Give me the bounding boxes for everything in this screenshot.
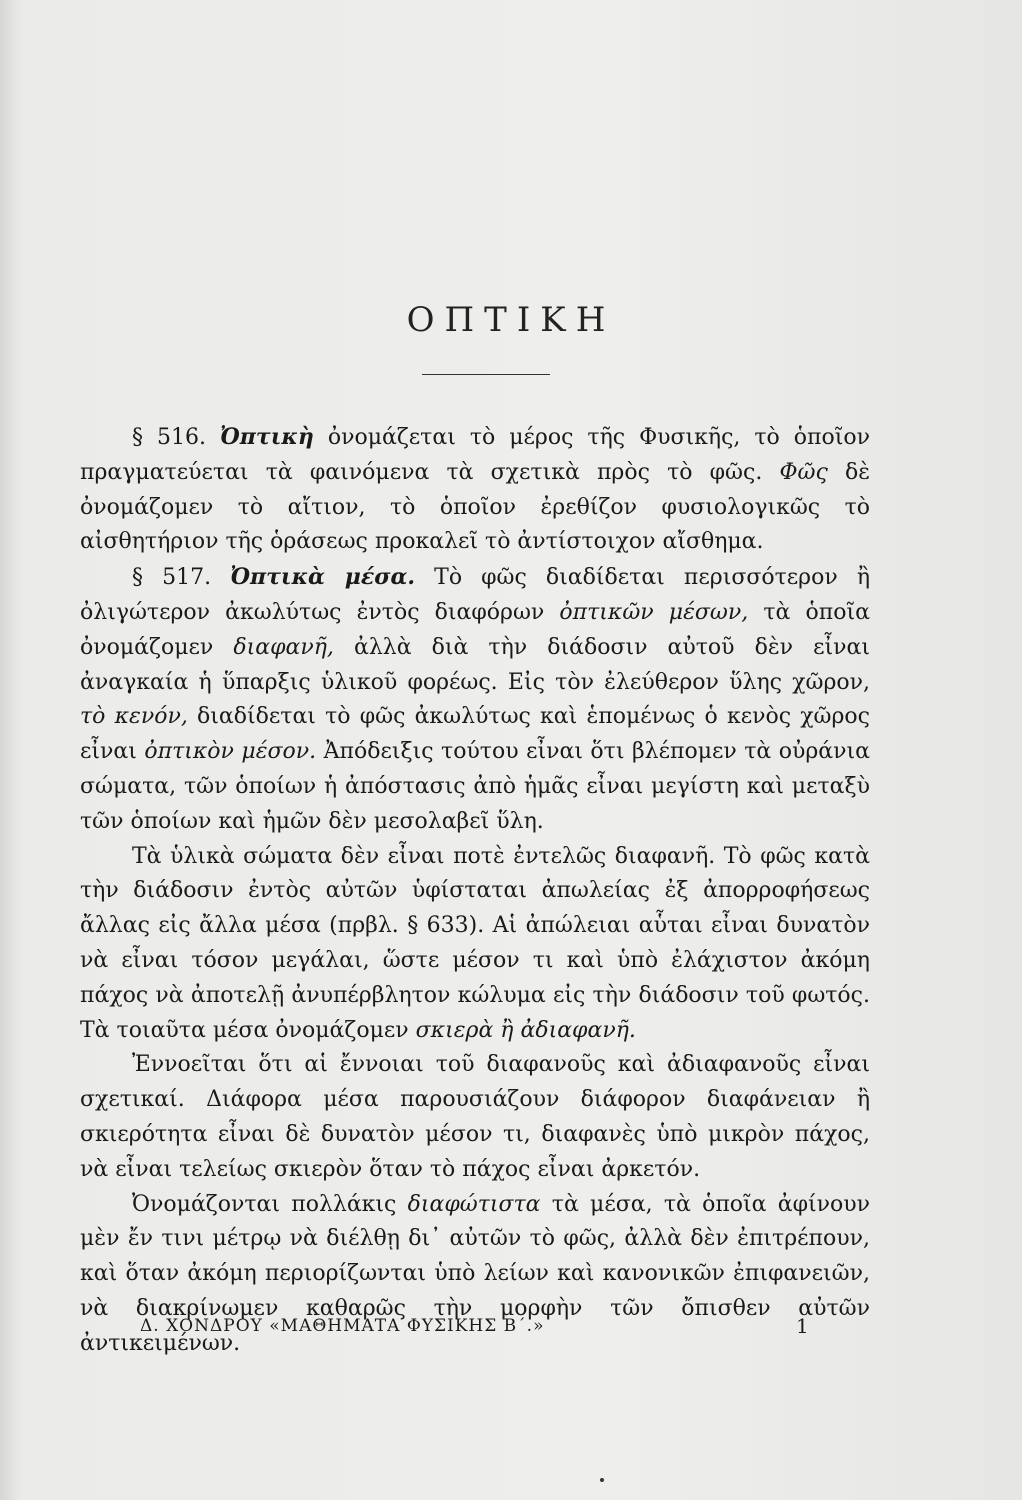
paragraph-relative-concepts: [80, 1048, 870, 1187]
term-italic: σκιερὰ ἢ ἀδιαφανῆ.: [415, 1017, 636, 1043]
paragraph-516: [80, 420, 870, 560]
text-run: Ἐννοεῖται ὅτι αἱ ἔννοιαι τοῦ διαφανοῦς καὶ ἀδιαφανοῦς εἶναι σχετικαί. Διάφορα μέσα παρουσιάζουν διάφορον διαφάνειαν ἢ σκιερότητα εἶναι δὲ δυνατὸν μέσον τι, διαφανὲς ὑπὸ μικρὸν πάχος, νὰ εἶναι τελείως σκιερὸν ὅταν τὸ πάχος εἶναι ἀρκετόν.: [80, 1052, 870, 1182]
section-number: § 516.: [132, 425, 206, 450]
term-italic: Φῶς: [779, 459, 828, 485]
term-italic: τὸ κενόν,: [80, 704, 188, 730]
text-run: Ἀπόδειξις τούτου εἶναι ὅτι βλέπομεν τὰ οὐράνια σώματα, τῶν ὁποίων ἡ ἀπόστασις ἀπὸ ἡμᾶς εἶναι μεγίστη καὶ μεταξὺ τῶν ὁποίων καὶ ἡμῶν δὲν μεσολαβεῖ ὕλη.: [80, 739, 871, 834]
paragraph-opaque-media: [80, 840, 870, 1049]
text-run: δὲ ὀνομάζομεν τὸ αἴτιον, τὸ ὁποῖον ἐρεθίζον φυσιολογικῶς τὸ αἰσθητήριον τῆς ὁράσεως προκαλεῖ τὸ ἀντίστοιχον αἴσθημα.: [80, 459, 871, 555]
text-run: ὀνομάζεται τὸ μέρος τῆς Φυσικῆς, τὸ ὁποῖον πραγματεύεται τὰ φαινόμενα τὰ σχετικὰ πρὸς τὸ φῶς.: [80, 425, 870, 485]
section-number: § 517.: [132, 565, 212, 591]
term-bold: Ὀπτικὴ: [219, 424, 314, 450]
text-run: τὰ ὁποῖα ὀνομάζομεν: [80, 599, 870, 660]
text-run: διαδίδεται τὸ φῶς ἀκωλύτως καὶ ἑπομένως ὁ κενὸς χῶρος εἶναι: [80, 704, 870, 765]
body-text: [80, 420, 870, 1362]
term-italic: διαφανῆ,: [233, 634, 334, 660]
term-bold: Ὀπτικὰ μέσα.: [230, 564, 416, 591]
page-number: 1: [796, 1314, 809, 1338]
text-run: τὰ μέσα, τὰ ὁποῖα ἀφίνουν μὲν ἔν τινι μέτρῳ νὰ διέλθῃ δι᾽ αὐτῶν τὸ φῶς, ἀλλὰ δὲν ἐπιτρέπουν, καὶ ὅταν ἀκόμη περιορίζωνται ὑπὸ λείων καὶ κανονικῶν ἐπιφανειῶν, νὰ διακρίνωμεν καθαρῶς τὴν μορφὴν τῶν ὄπισθεν αὐτῶν ἀντικειμένων.: [80, 1191, 870, 1356]
paragraph-517: [80, 560, 870, 839]
term-italic: ὀπτικῶν μέσων,: [559, 599, 749, 625]
text-run: Ὀνομάζονται πολλάκις: [132, 1191, 397, 1217]
footer-signature: Δ. ΧΟΝΔΡΟΥ «ΜΑΘΗΜΑΤΑ ΦΥΣΙΚΗΣ Β΄.»: [140, 1316, 545, 1336]
page-title: ΟΠΤΙΚΗ: [406, 300, 616, 340]
term-italic: ὀπτικὸν μέσον.: [144, 739, 317, 765]
text-run: Τὸ φῶς διαδίδεται περισσότερον ἢ ὀλιγώτερον ἀκωλύτως ἐντὸς διαφόρων: [80, 565, 871, 625]
term-italic: διαφώτιστα: [407, 1191, 541, 1217]
text-run: Τὰ ὑλικὰ σώματα δὲν εἶναι ποτὲ ἐντελῶς διαφανῆ. Τὸ φῶς κατὰ τὴν διάδοσιν ἐντὸς αὐτῶν ὑφίσταται ἀπωλείας ἐξ ἀπορροφήσεως ἄλλας εἰς ἄλλα μέσα (πρβλ. § 633). Αἱ ἀπώλειαι αὗται εἶναι δυνατὸν νὰ εἶναι τόσον μεγάλαι, ὥστε μέσον τι καὶ ὑπὸ ἐλάχιστον ἀκόμη πάχος νὰ ἀποτελῇ ἀνυπέρβλητον κώλυμα εἰς τὴν διάδοσιν τοῦ φωτός. Τὰ τοιαῦτα μέσα ὀνομάζομεν: [80, 843, 870, 1043]
print-speck: [600, 1478, 604, 1482]
text-run: ἀλλὰ διὰ τὴν διάδοσιν αὐτοῦ δὲν εἶναι ἀναγκαία ἡ ὕπαρξις ὑλικοῦ φορέως. Εἰς τὸν ἐλεύθερον ὕλης χῶρον,: [80, 634, 870, 695]
title-rule: [422, 374, 550, 375]
